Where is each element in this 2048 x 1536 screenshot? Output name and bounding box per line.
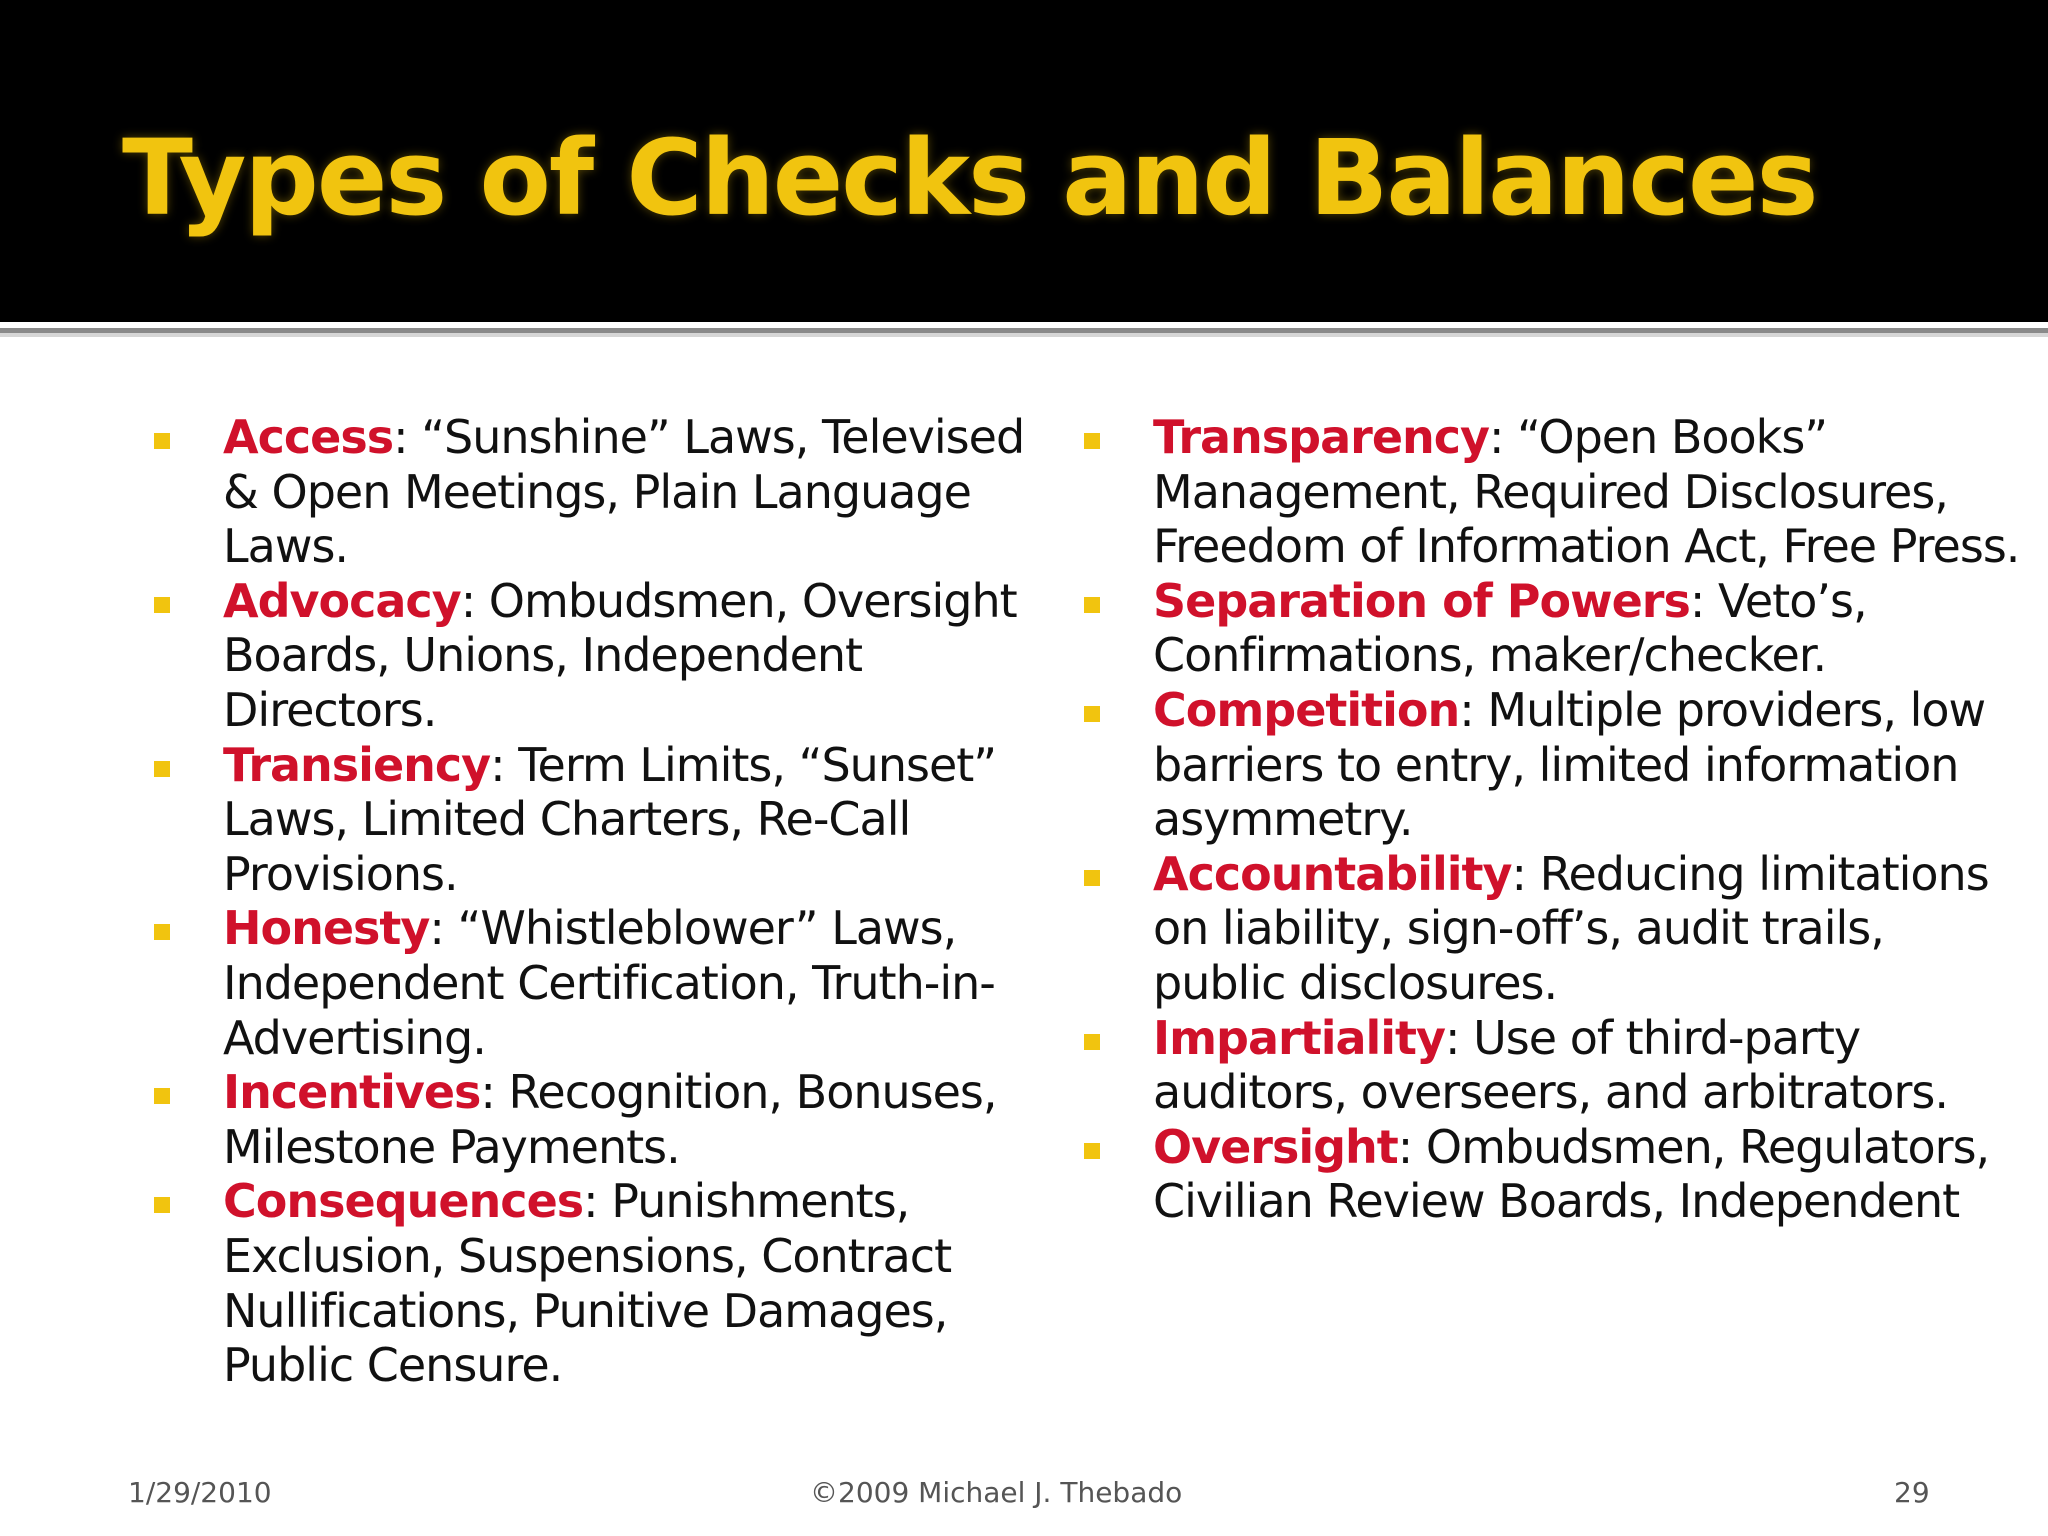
item-text: : Recognition, Bonuses, Milestone Payments.: [223, 1065, 997, 1174]
square-bullet-icon: [154, 761, 170, 777]
list-item: [1080, 574, 2020, 683]
square-bullet-icon: [1084, 1143, 1100, 1159]
item-text: : Ombudsmen, Oversight Boards, Unions, Independent Directors.: [223, 573, 1017, 737]
left-bullet-list: [150, 410, 1030, 1393]
item-term: Transiency: [223, 737, 491, 792]
item-text: : Use of third-party auditors, overseers, and arbitrators.: [1153, 1010, 1948, 1120]
item-text: : Ombudsmen, Regulators, Civilian Review Boards, Independent: [1153, 1119, 1990, 1229]
list-item: [1080, 1011, 2020, 1120]
list-item: [150, 410, 1030, 574]
list-item: [1080, 847, 2020, 1011]
item-term: Consequences: [223, 1174, 584, 1229]
square-bullet-icon: [154, 924, 170, 940]
footer-date: 1/29/2010: [128, 1476, 272, 1509]
square-bullet-icon: [1084, 706, 1100, 722]
item-text: : Punishments, Exclusion, Suspensions, Contract Nullifications, Punitive Damages, Public Censure.: [223, 1174, 952, 1393]
item-text: : Multiple providers, low barriers to entry, limited information asymmetry.: [1153, 682, 1986, 847]
title-divider-shadow: [0, 333, 2048, 337]
square-bullet-icon: [1084, 870, 1100, 886]
item-term: Access: [223, 410, 394, 464]
item-term: Impartiality: [1153, 1010, 1446, 1065]
item-term: Transparency: [1153, 410, 1490, 464]
square-bullet-icon: [154, 1088, 170, 1104]
list-item: [150, 1065, 1030, 1174]
footer-copyright: ©2009 Michael J. Thebado: [810, 1476, 1183, 1509]
item-term: Oversight: [1153, 1119, 1398, 1174]
item-term: Competition: [1153, 682, 1460, 737]
square-bullet-icon: [1084, 1034, 1100, 1050]
item-text: : “Open Books” Management, Required Disclosures, Freedom of Information Act, Free Press.: [1153, 410, 2020, 574]
list-item: [150, 901, 1030, 1065]
item-text: : “Sunshine” Laws, Televised & Open Meetings, Plain Language Laws.: [223, 410, 1025, 574]
list-item: [150, 738, 1030, 902]
title-bar: [0, 0, 2048, 322]
item-term: Advocacy: [223, 573, 461, 628]
slide-title: Types of Checks and Balances: [122, 117, 1817, 239]
item-term: Separation of Powers: [1153, 573, 1690, 628]
item-text: : “Whistleblower” Laws, Independent Certification, Truth-in-Advertising.: [223, 901, 995, 1065]
item-text: : Reducing limitations on liability, sign-off’s, audit trails, public disclosures.: [1153, 846, 1989, 1010]
page-number: 29: [1894, 1476, 1930, 1509]
left-column: [150, 410, 1030, 1393]
list-item: [1080, 410, 2020, 574]
list-item: [1080, 683, 2020, 847]
square-bullet-icon: [1084, 433, 1100, 449]
item-text: : Term Limits, “Sunset” Laws, Limited Charters, Re-Call Provisions.: [223, 737, 997, 901]
square-bullet-icon: [1084, 597, 1100, 613]
item-term: Accountability: [1153, 846, 1512, 901]
item-term: Honesty: [223, 901, 430, 956]
right-column: [1080, 410, 2020, 1229]
item-text: : Veto’s, Confirmations, maker/checker.: [1153, 573, 1867, 683]
list-item: [1080, 1120, 2020, 1229]
item-term: Incentives: [223, 1065, 481, 1120]
right-bullet-list: [1080, 410, 2020, 1229]
square-bullet-icon: [154, 1197, 170, 1213]
square-bullet-icon: [154, 597, 170, 613]
list-item: [150, 574, 1030, 738]
square-bullet-icon: [154, 433, 170, 449]
list-item: [150, 1174, 1030, 1392]
